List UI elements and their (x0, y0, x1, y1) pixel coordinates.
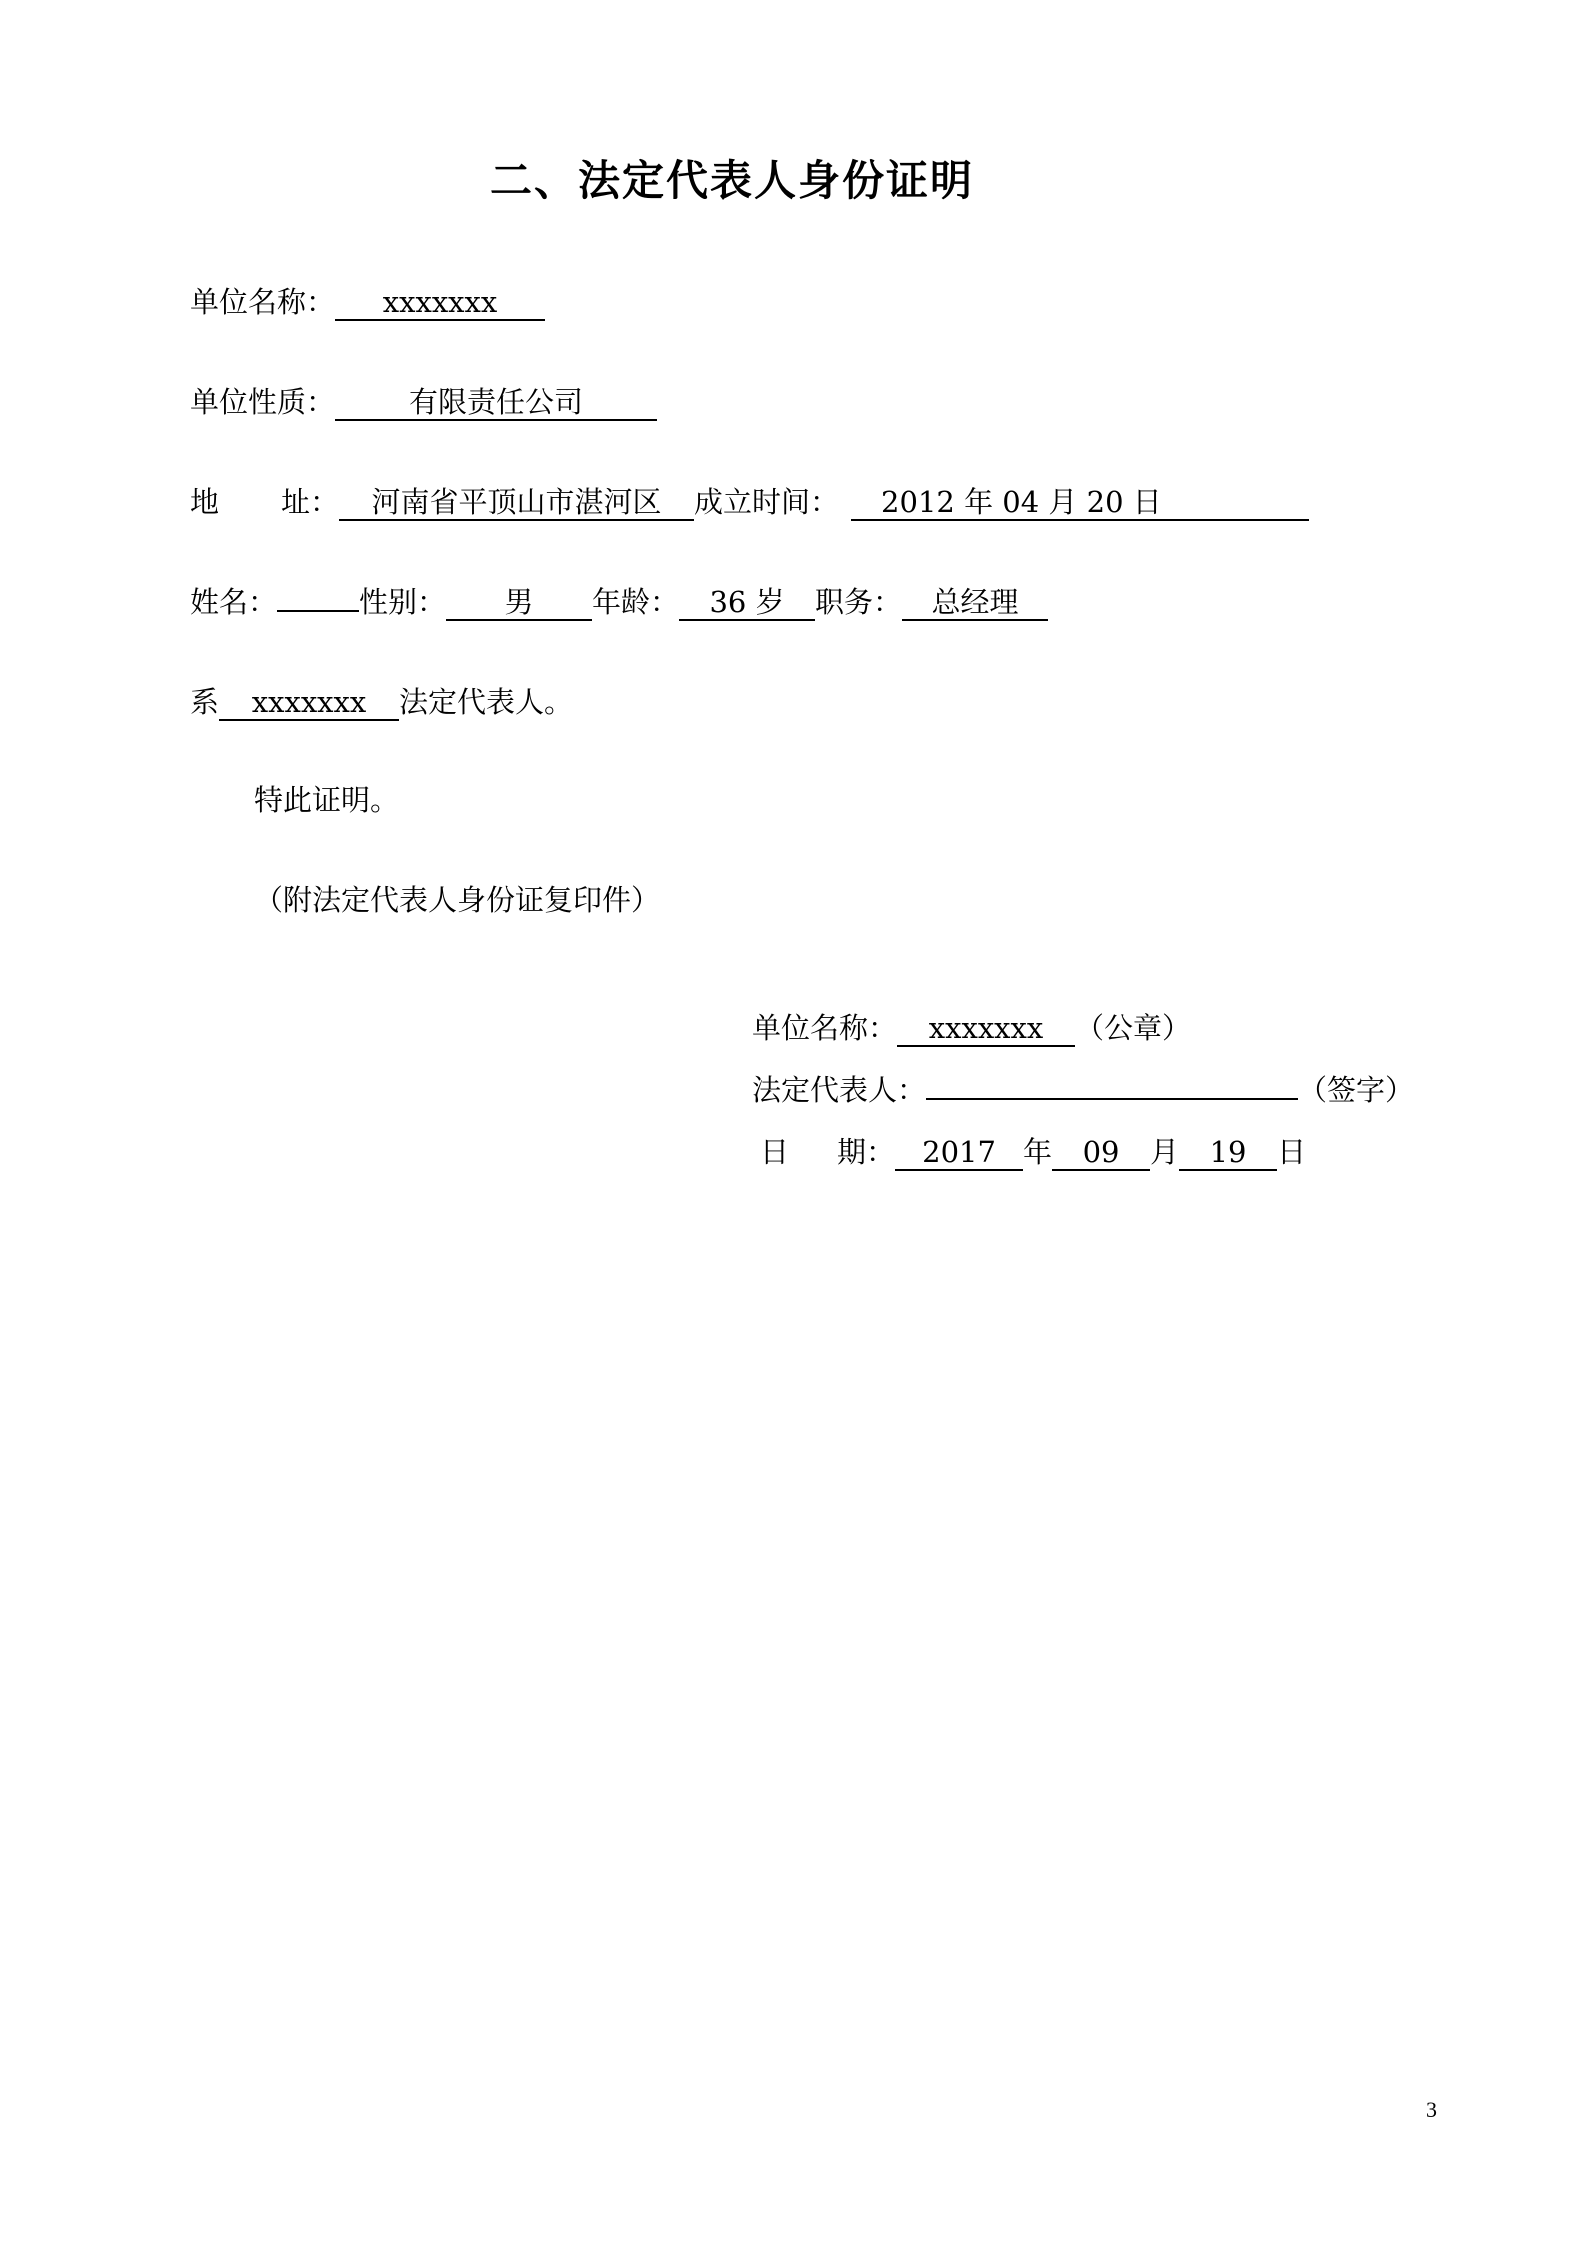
unit-type-value: 有限责任公司 (335, 385, 657, 421)
signature-unit-label: 单位名称： (752, 1011, 898, 1045)
founded-label: 成立时间： (694, 485, 840, 519)
belongs-prefix: 系 (190, 685, 220, 719)
name-label: 姓名： (190, 585, 278, 619)
page-title: 二、法定代表人身份证明 (490, 156, 975, 205)
belongs-value: xxxxxxx (219, 685, 399, 721)
unit-name-row (190, 282, 545, 322)
name-value (277, 610, 359, 612)
date-year-value: 2017 (895, 1135, 1023, 1171)
signature-unit-row (752, 1008, 1191, 1048)
address-value: 河南省平顶山市湛河区 (339, 485, 694, 521)
unit-type-label: 单位性质： (190, 385, 336, 419)
attachment-note: （附法定代表人身份证复印件） (254, 883, 661, 917)
address-row (190, 482, 1309, 522)
unit-name-value: xxxxxxx (335, 285, 545, 321)
signature-unit-value: xxxxxxx (897, 1011, 1075, 1047)
position-value: 总经理 (902, 585, 1048, 621)
seal-note: （公章） (1075, 1011, 1192, 1045)
address-label-2: 址： (281, 485, 340, 519)
belongs-row (190, 682, 573, 722)
position-label: 职务： (815, 585, 903, 619)
age-label: 年龄： (592, 585, 680, 619)
legal-rep-row (752, 1070, 1414, 1110)
date-day-unit: 日 (1277, 1135, 1307, 1169)
date-day-value: 19 (1179, 1135, 1277, 1171)
unit-type-row (190, 382, 657, 422)
date-month-unit: 月 (1150, 1135, 1180, 1169)
page-number: 3 (1426, 2097, 1437, 2122)
legal-rep-signature-line (926, 1098, 1298, 1100)
date-label-1: 日 (760, 1135, 790, 1169)
sign-note: （签字） (1298, 1073, 1415, 1107)
gender-value: 男 (446, 585, 592, 621)
belongs-suffix: 法定代表人。 (399, 685, 574, 719)
date-row (760, 1132, 1306, 1172)
gender-label: 性别： (359, 585, 447, 619)
date-month-value: 09 (1052, 1135, 1150, 1171)
unit-name-label: 单位名称： (190, 285, 336, 319)
date-year-unit: 年 (1023, 1135, 1053, 1169)
founded-value: 2012 年 04 月 20 日 (851, 485, 1309, 521)
person-row (190, 582, 1048, 622)
age-value: 36 岁 (679, 585, 815, 621)
statement: 特此证明。 (254, 783, 400, 817)
date-label-2: 期： (837, 1135, 896, 1169)
address-label-1: 地 (190, 485, 220, 519)
legal-rep-label: 法定代表人： (752, 1073, 927, 1107)
